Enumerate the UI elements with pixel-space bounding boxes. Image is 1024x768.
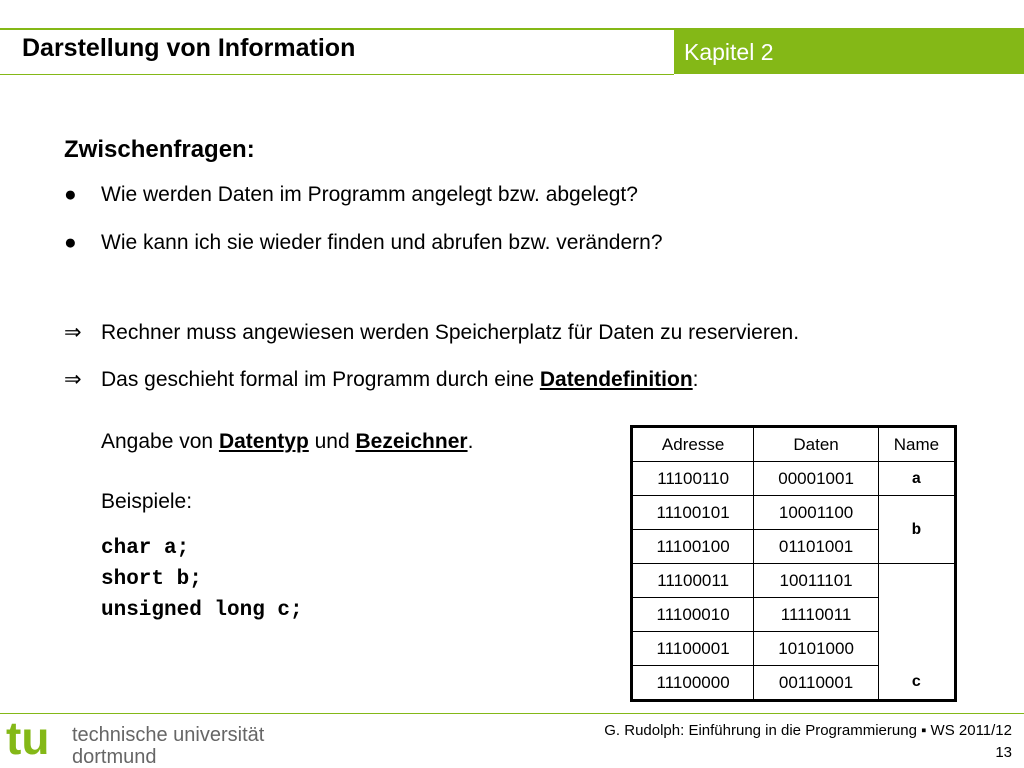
implies-icon: ⇒ bbox=[64, 321, 82, 344]
implication-item bbox=[64, 320, 799, 345]
column-header-name: Name bbox=[878, 427, 955, 462]
column-header-daten: Daten bbox=[754, 427, 879, 462]
name-cell: c bbox=[878, 564, 955, 701]
table-row bbox=[632, 564, 956, 598]
angabe-line bbox=[101, 430, 473, 454]
term-bezeichner: Bezeichner bbox=[355, 430, 468, 453]
term-datentyp: Datentyp bbox=[218, 430, 309, 453]
page-number: 13 bbox=[995, 744, 1012, 761]
university-name-line1: technische universität bbox=[72, 724, 265, 746]
data-cell: 10101000 bbox=[754, 632, 879, 666]
data-cell: 00110001 bbox=[754, 666, 879, 701]
table-row bbox=[632, 462, 956, 496]
data-cell: 00001001 bbox=[754, 462, 879, 496]
chapter-label: Kapitel 2 bbox=[674, 30, 1024, 74]
university-name bbox=[72, 724, 264, 768]
implication-item bbox=[64, 367, 699, 392]
table-header-row bbox=[632, 427, 956, 462]
tu-logo-icon bbox=[4, 716, 68, 766]
footer-divider bbox=[0, 713, 1024, 714]
implication-text: Das geschieht formal im Programm durch eine bbox=[101, 368, 540, 391]
address-cell: 11100010 bbox=[632, 598, 754, 632]
address-cell: 11100000 bbox=[632, 666, 754, 701]
tu-logo-text: tu bbox=[6, 716, 50, 764]
implies-icon: ⇒ bbox=[64, 368, 82, 391]
address-cell: 11100100 bbox=[632, 530, 754, 564]
code-line: unsigned long c; bbox=[101, 599, 303, 622]
code-line: char a; bbox=[101, 537, 190, 560]
angabe-prefix: Angabe von bbox=[101, 430, 219, 453]
slide-title: Darstellung von Information bbox=[22, 34, 356, 62]
data-cell: 10001100 bbox=[754, 496, 879, 530]
beispiele-label: Beispiele: bbox=[101, 490, 193, 513]
address-cell: 11100101 bbox=[632, 496, 754, 530]
data-cell: 01101001 bbox=[754, 530, 879, 564]
bullet-icon: ● bbox=[64, 231, 77, 254]
course-credit: G. Rudolph: Einführung in die Programmierung ▪ WS 2011/12 bbox=[604, 722, 1012, 739]
angabe-suffix: . bbox=[467, 430, 474, 453]
section-heading: Zwischenfragen: bbox=[64, 136, 255, 163]
footer-info bbox=[604, 720, 1012, 764]
bullet-item bbox=[64, 183, 638, 207]
code-block bbox=[101, 533, 303, 626]
address-cell: 11100110 bbox=[632, 462, 754, 496]
data-cell: 11110011 bbox=[754, 598, 879, 632]
university-name-line2: dortmund bbox=[72, 746, 157, 768]
angabe-mid: und bbox=[308, 430, 356, 453]
data-cell: 10011101 bbox=[754, 564, 879, 598]
table-row bbox=[632, 496, 956, 530]
implication-text: Rechner muss angewiesen werden Speicherplatz für Daten zu reservieren. bbox=[101, 321, 800, 344]
column-header-adresse: Adresse bbox=[632, 427, 754, 462]
name-cell: a bbox=[878, 462, 955, 496]
bullet-text: Wie werden Daten im Programm angelegt bzw. abgelegt? bbox=[101, 183, 638, 206]
address-cell: 11100011 bbox=[632, 564, 754, 598]
memory-table bbox=[630, 425, 957, 702]
implication-suffix: : bbox=[692, 368, 699, 391]
bullet-item bbox=[64, 231, 663, 255]
name-cell: b bbox=[878, 496, 955, 564]
header-divider bbox=[0, 74, 674, 75]
term-datendefinition: Datendefinition bbox=[539, 368, 693, 391]
address-cell: 11100001 bbox=[632, 632, 754, 666]
code-line: short b; bbox=[101, 568, 202, 591]
bullet-text: Wie kann ich sie wieder finden und abrufen bzw. verändern? bbox=[101, 231, 663, 254]
bullet-icon: ● bbox=[64, 183, 77, 206]
